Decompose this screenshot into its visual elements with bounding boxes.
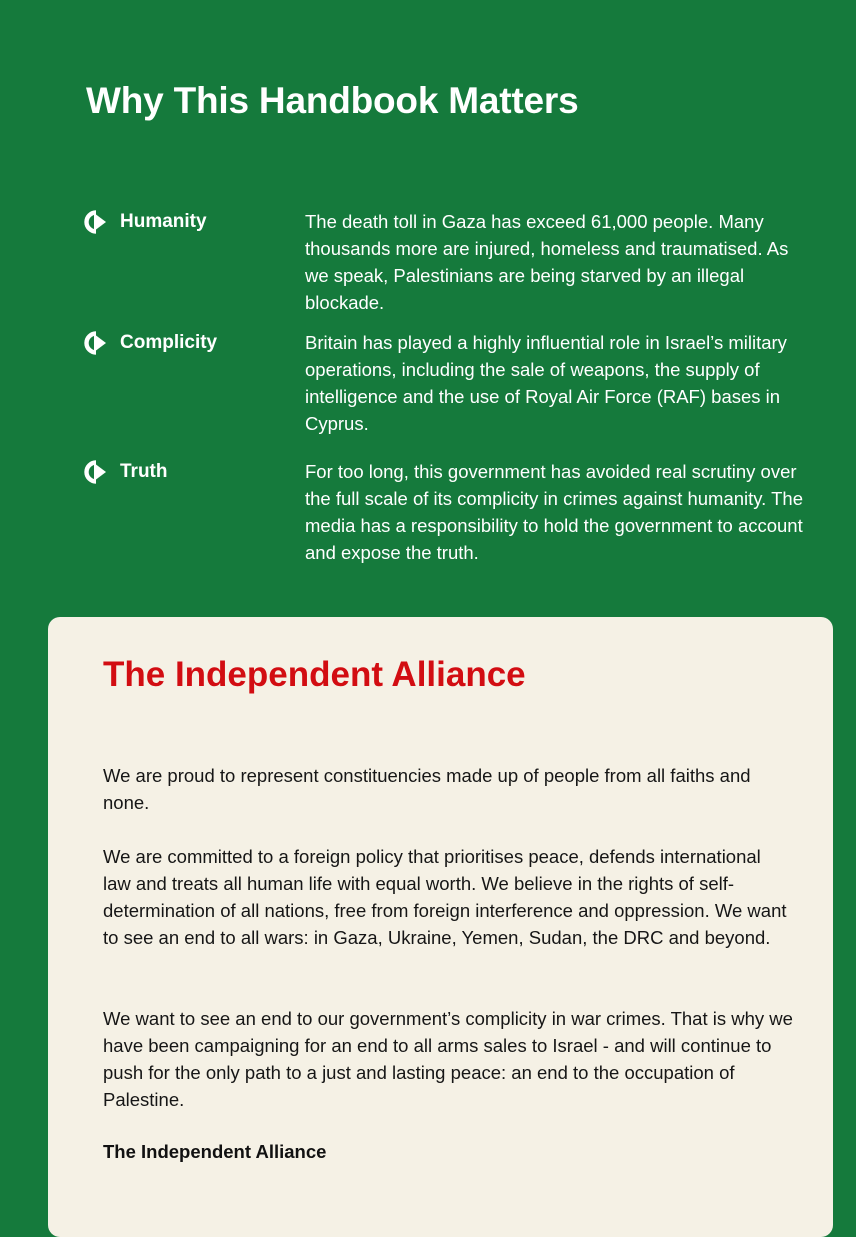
alliance-card bbox=[48, 617, 833, 1237]
alliance-paragraph: We want to see an end to our government’s complicity in war crimes. That is why we have been campaigning for an end to all arms sales to Israel - and will continue to push for the only path to a just and lasting peace: an end to the occupation of Palestine. bbox=[103, 1008, 793, 1110]
alliance-paragraph: We are proud to represent constituencies made up of people from all faiths and none. bbox=[103, 765, 751, 813]
arrow-circle-icon bbox=[84, 460, 108, 484]
alliance-signature: The Independent Alliance bbox=[103, 1141, 327, 1162]
alliance-paragraph: We are committed to a foreign policy that prioritises peace, defends international law and treats all human life with equal worth. We believe in the rights of self-determination of all nations, free from foreign interference and oppression. We want to see an end to all wars: in Gaza, Ukraine, Yemen, Sudan, the DRC and beyond. bbox=[103, 846, 787, 948]
reason-heading bbox=[84, 210, 294, 234]
alliance-title: The Independent Alliance bbox=[103, 655, 526, 694]
reason-heading bbox=[84, 460, 294, 484]
page-title: Why This Handbook Matters bbox=[86, 80, 579, 121]
reason-description: The death toll in Gaza has exceed 61,000 people. Many thousands more are injured, homeless and traumatised. As we speak, Palestinians are being starved by an illegal blockade. bbox=[305, 211, 789, 313]
arrow-circle-icon bbox=[84, 331, 108, 355]
reason-label: Humanity bbox=[120, 211, 207, 232]
reason-description: Britain has played a highly influential role in Israel’s military operations, including the sale of weapons, the supply of intelligence and the use of Royal Air Force (RAF) bases in Cyprus. bbox=[305, 332, 787, 434]
reason-description: For too long, this government has avoided real scrutiny over the full scale of its complicity in crimes against humanity. The media has a responsibility to hold the government to account and expose the truth. bbox=[305, 461, 803, 563]
reason-heading bbox=[84, 331, 294, 355]
arrow-circle-icon bbox=[84, 210, 108, 234]
reason-label: Complicity bbox=[120, 332, 218, 353]
reason-label: Truth bbox=[120, 461, 168, 482]
